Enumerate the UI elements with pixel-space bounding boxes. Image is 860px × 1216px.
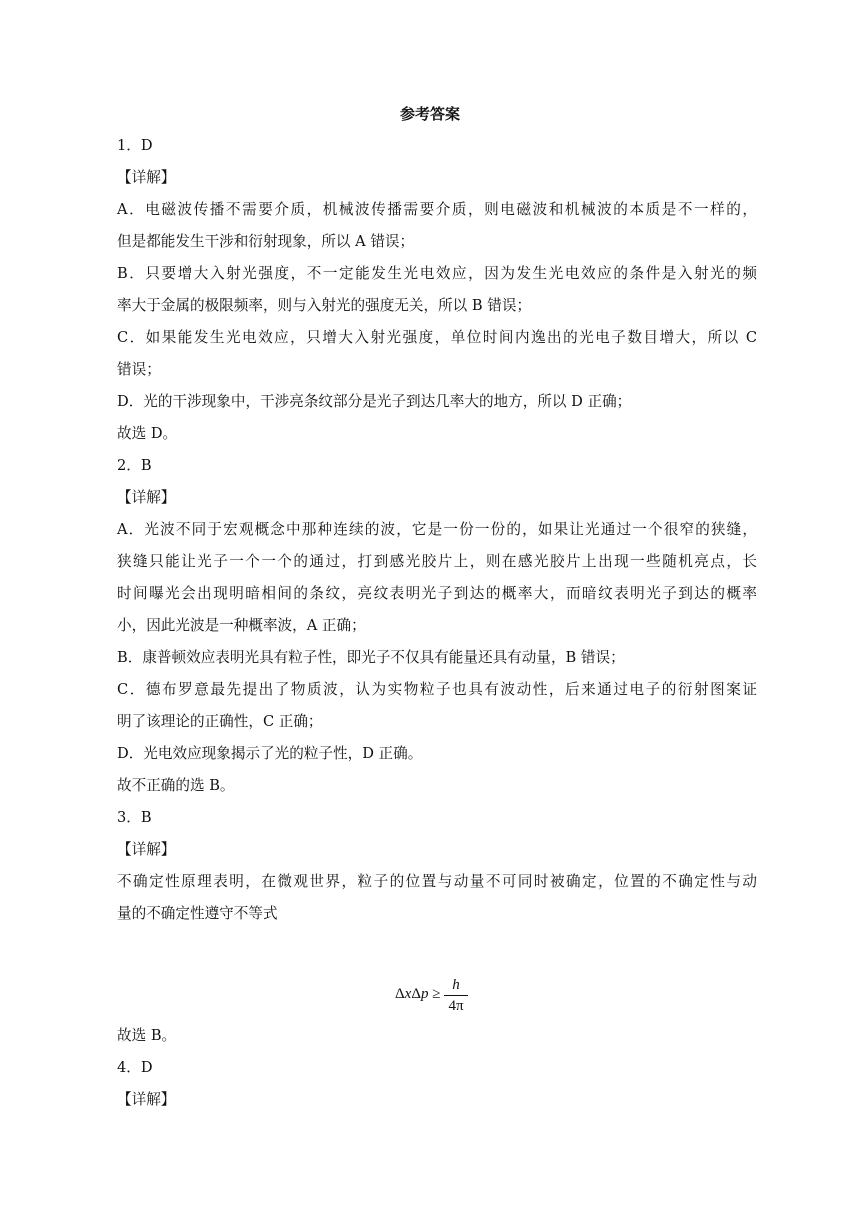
answer-2-option-a-line2: 狭缝只能让光子一个一个的通过，打到感光胶片上，则在感光胶片上出现一些随机亮点，长: [117, 553, 757, 570]
answer-4-heading: 【详解】: [117, 1091, 176, 1108]
answer-1-option-c-line2: 错误；: [117, 361, 161, 378]
answer-2-heading: 【详解】: [117, 489, 176, 506]
formula-denominator: 4π: [448, 998, 464, 1014]
answer-2-option-c-line2: 明了该理论的正确性，C 正确；: [117, 713, 323, 730]
answer-1-option-b-line2: 率大于金属的极限频率，则与入射光的强度无关，所以 B 错误；: [117, 297, 532, 314]
answer-2-option-d: D．光电效应现象揭示了光的粒子性，D 正确。: [117, 745, 423, 762]
formula-p: p: [420, 986, 429, 1002]
formula-delta-x: Δ: [395, 986, 405, 1002]
answer-4-number: 4．D: [117, 1059, 153, 1076]
answer-3-explanation-line1: 不确定性原理表明，在微观世界，粒子的位置与动量不可同时被确定，位置的不确定性与动: [117, 873, 757, 890]
formula-lhs: [395, 986, 440, 1003]
answer-3-heading: 【详解】: [117, 841, 176, 858]
answer-1-option-a-line2: 但是都能发生干涉和衍射现象，所以 A 错误；: [117, 233, 415, 250]
formula-delta-p: Δ: [411, 986, 421, 1002]
answer-2-option-b: B．康普顿效应表明光具有粒子性，即光子不仅具有能量还具有动量，B 错误；: [117, 649, 625, 666]
formula-fraction: [444, 976, 468, 1015]
answer-3-conclusion: 故选 B。: [117, 1027, 177, 1044]
answer-1-option-b-line1: B．只要增大入射光强度，不一定能发生光电效应，因为发生光电效应的条件是入射光的频: [117, 265, 757, 282]
answer-3-explanation-line2: 量的不确定性遵守不等式: [117, 905, 278, 922]
answer-1-conclusion: 故选 D。: [117, 425, 178, 442]
answer-1-option-d: D．光的干涉现象中，干涉亮条纹部分是光子到达几率大的地方，所以 D 正确；: [117, 393, 632, 410]
answer-1-heading: 【详解】: [117, 169, 176, 186]
answer-2-option-c-line1: C．德布罗意最先提出了物质波，认为实物粒子也具有波动性，后来通过电子的衍射图案证: [117, 681, 757, 698]
formula-numerator: h: [452, 977, 460, 993]
answer-2-option-a-line1: A．光波不同于宏观概念中那种连续的波，它是一份一份的，如果让光通过一个很窄的狭缝，: [117, 521, 757, 538]
answer-3-number: 3．B: [117, 809, 152, 826]
answer-1-option-c-line1: C．如果能发生光电效应，只增大入射光强度，单位时间内逸出的光电子数目增大，所以 C: [117, 329, 757, 346]
formula-x: x: [404, 986, 412, 1002]
formula-ge: ≥: [428, 986, 441, 1002]
page-title: 参考答案: [399, 105, 460, 123]
answer-2-number: 2．B: [117, 457, 152, 474]
answer-2-option-a-line4: 小，因此光波是一种概率波，A 正确；: [117, 617, 366, 634]
answer-1-number: 1．D: [117, 137, 153, 154]
answer-2-conclusion: 故不正确的选 B。: [117, 777, 235, 794]
answer-1-option-a-line1: A．电磁波传播不需要介质，机械波传播需要介质，则电磁波和机械波的本质是不一样的，: [117, 201, 757, 218]
formula-fraction-bar: [444, 995, 468, 996]
answer-2-option-a-line3: 时间曝光会出现明暗相间的条纹，亮纹表明光子到达的概率大，而暗纹表明光子到达的概率: [117, 585, 757, 602]
uncertainty-formula: [0, 976, 860, 1016]
